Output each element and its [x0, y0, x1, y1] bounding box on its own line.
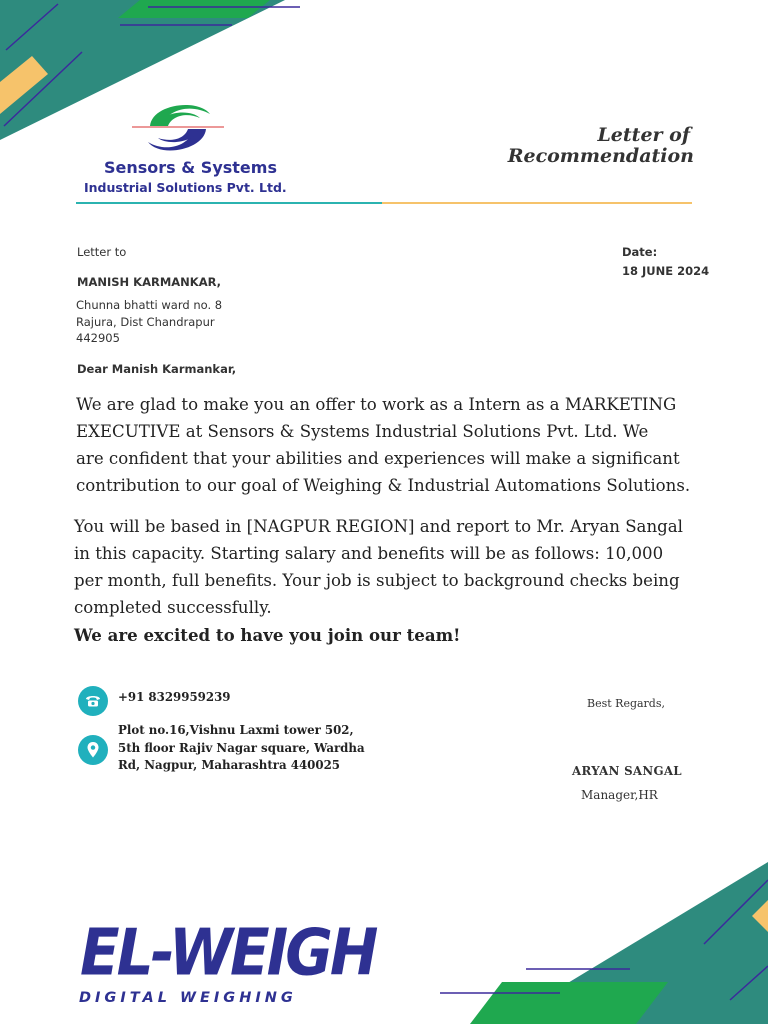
contact-address-line: Plot no.16,Vishnu Laxmi tower 502,: [118, 723, 354, 737]
contact-address: [118, 722, 365, 775]
contact-phone: +91 8329959239: [118, 690, 231, 704]
paragraph-line: are confident that your abilities and experiences will make a significant: [76, 449, 680, 468]
recipient-address-line: 442905: [76, 331, 120, 345]
recipient-address: [76, 297, 222, 347]
date-value: 18 JUNE 2024: [622, 264, 710, 278]
best-regards: Best Regards,: [587, 697, 665, 710]
header-divider-teal: [76, 202, 382, 204]
document-title-line2: Recommendation: [507, 145, 694, 167]
body-paragraph-1: [76, 391, 690, 499]
paragraph-line: You will be based in [NAGPUR REGION] and report to Mr. Aryan Sangal: [74, 517, 683, 536]
header-divider-gold: [382, 202, 692, 204]
date-label: Date:: [622, 245, 658, 259]
recipient-address-line: Chunna bhatti ward no. 8: [76, 298, 223, 312]
contact-address-line: Rd, Nagpur, Maharashtra 440025: [118, 758, 341, 772]
company-name: Sensors & Systems: [104, 158, 277, 177]
paragraph-line: completed successfully.: [74, 598, 272, 617]
signatory-role: Manager,HR: [581, 788, 658, 802]
letter-to-label: Letter to: [77, 245, 127, 259]
paragraph-line: EXECUTIVE at Sensors & Systems Industrial Solutions Pvt. Ltd. We: [76, 422, 649, 441]
signatory-name: ARYAN SANGAL: [572, 764, 682, 778]
phone-icon: [78, 686, 108, 716]
contact-address-line: 5th floor Rajiv Nagar square, Wardha: [118, 740, 365, 755]
company-subtitle: Industrial Solutions Pvt. Ltd.: [84, 180, 287, 195]
paragraph-line: in this capacity. Starting salary and benefits will be as follows: 10,000: [74, 544, 664, 563]
salutation: Dear Manish Karmankar,: [77, 362, 237, 376]
recipient-address-line: Rajura, Dist Chandrapur: [76, 314, 215, 329]
location-pin-icon: [78, 735, 108, 765]
document-title-line1: Letter of: [597, 124, 690, 146]
paragraph-line: per month, full benefits. Your job is subject to background checks being: [74, 571, 680, 590]
paragraph-line: contribution to our goal of Weighing & Industrial Automations Solutions.: [76, 476, 691, 495]
brand-tagline: DIGITAL WEIGHING: [79, 990, 297, 1006]
paragraph-line: We are glad to make you an offer to work as a Intern as a MARKETING: [76, 395, 677, 414]
brand-wordmark-logo: EL-WEIGH: [80, 915, 376, 990]
body-paragraph-2: [74, 513, 683, 621]
company-logo-icon: [128, 96, 228, 158]
recipient-name: MANISH KARMANKAR,: [77, 275, 222, 289]
closing-line: We are excited to have you join our team!: [74, 625, 461, 645]
